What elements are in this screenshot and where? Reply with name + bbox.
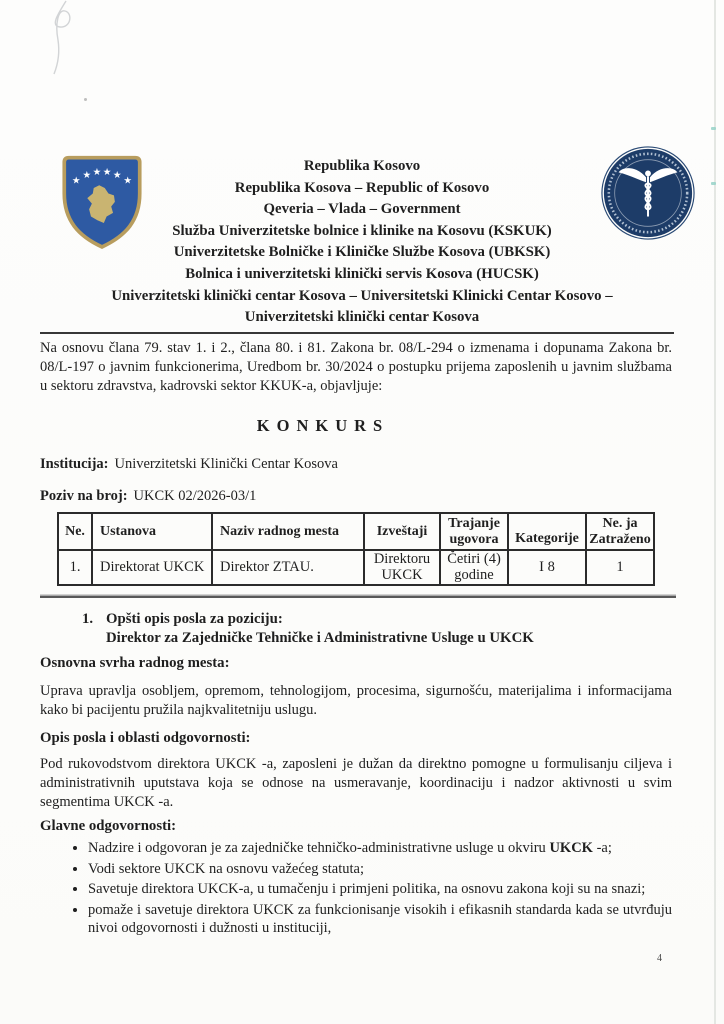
institution-row (40, 456, 338, 473)
header-line: Republika Kosova – Republic of Kosovo (234, 179, 490, 196)
table-header-row (58, 513, 654, 550)
list-item-bold: UKCK (549, 840, 593, 856)
header-line: Univerzitetski klinički centar Kosova (244, 309, 480, 326)
institution-label: Institucija: (40, 456, 109, 472)
scan-tick-artifact (711, 127, 716, 130)
col-header-izvestaji: Izveštaji (364, 513, 440, 550)
header-line: Republika Kosovo (303, 158, 421, 174)
scan-edge-artifact (714, 0, 716, 1024)
svg-text:★: ★ (102, 167, 112, 179)
cell-trajanje: Četiri (4) godine (440, 550, 508, 585)
svg-text:★: ★ (92, 167, 102, 179)
purpose-paragraph: Uprava upravlja osobljem, opremom, tehnologijom, procesima, sigurnošću, materijalima i informacijama kako bi pacijentu pružila najkvalitetniju uslugu. (40, 683, 672, 718)
scan-tick-artifact (711, 182, 716, 185)
list-item (88, 839, 672, 858)
svg-text:★: ★ (82, 169, 92, 181)
list-item-text: -a; (592, 840, 612, 856)
svg-text:★: ★ (123, 175, 133, 187)
cell-ustanova: Direktorat UKCK (92, 550, 212, 585)
col-header-ustanova: Ustanova (92, 513, 212, 550)
responsibilities-heading: Glavne odgovornosti: (40, 818, 177, 834)
list-item-text: Vodi sektore UKCK na osnovu važećeg statuta; (88, 860, 364, 877)
konkurs-title: KONKURS (256, 416, 390, 435)
reference-label: Poziv na broj: (40, 488, 128, 504)
cell-naziv: Direktor ZTAU. (212, 550, 364, 585)
cell-kategorije: I 8 (508, 550, 586, 585)
list-item (88, 901, 672, 938)
cell-zatrazeno: 1 (586, 550, 654, 585)
col-header-ne: Ne. (58, 513, 92, 550)
section-general-heading (82, 610, 534, 648)
section-heading-text: Opšti opis posla za poziciju: (106, 611, 283, 627)
position-title: Direktor za Zajedničke Tehničke i Administrativne Usluge u UKCK (106, 630, 534, 646)
reference-value: UKCK 02/2026-03/1 (133, 488, 257, 504)
government-header (40, 156, 684, 329)
list-item (88, 860, 672, 879)
purpose-heading: Osnovna svrha radnog mesta: (40, 655, 230, 671)
col-header-kategorije: Kategorije (508, 513, 586, 550)
svg-text:★: ★ (71, 175, 81, 187)
description-heading: Opis posla i oblasti odgovornosti: (40, 730, 251, 746)
responsibilities-list (68, 839, 672, 940)
list-item-text: pomaže i savetuje direktora UKCK za funkcionisanje visokih i efikasnih standarda kada se utvrđuju nivoi odgovornosti i dužnosti u instituciji, (88, 901, 672, 937)
header-line: Qeveria – Vlada – Government (263, 201, 461, 218)
scan-speck (84, 98, 87, 101)
table-row (58, 550, 654, 585)
col-header-naziv: Naziv radnog mesta (212, 513, 364, 550)
institution-value: Univerzitetski Klinički Centar Kosova (114, 456, 338, 472)
header-divider (40, 332, 674, 334)
table-bottom-divider (40, 596, 676, 598)
legal-basis-paragraph: Na osnovu člana 79. stav 1. i 2., člana 80. i 81. Zakona br. 08/L-294 o izmenama i dopunama Zakona br. 08/L-197 o javnim funkcionerima, Uredbom br. 30/2024 o postupku prijema zaposlenih u javnim službama u sektoru zdravstva, kadrovski sektor KKUK-a, objavljuje: (40, 340, 672, 394)
col-header-zatrazeno: Ne. ja Zatraženo (586, 513, 654, 550)
header-line: Bolnica i univerzitetski klinički servis Kosova (HUCSK) (185, 265, 539, 282)
pen-mark-icon (22, 0, 92, 78)
reference-number-row (40, 488, 256, 505)
description-paragraph: Pod rukovodstvom direktora UKCK -a, zaposleni je dužan da direktno pomogne u formulisanju ciljeva i administrativnih uputstava koja se odnose na usmeravanje, koordinaciju i nadzor aktivnosti u svim segmentima UKCK -a. (40, 756, 672, 810)
header-line: Univerzitetski klinički centar Kosova – Universitetski Klinicki Centar Kosovo – (111, 287, 613, 304)
cell-ne: 1. (58, 550, 92, 585)
cell-izvestaji: Direktoru UKCK (364, 550, 440, 585)
page-number: 4 (657, 953, 662, 964)
ukck-medical-seal-logo (599, 144, 697, 242)
list-item-text: Savetuje direktora UKCK-a, u tumačenju i primjeni politika, na osnovu zakona koji su na snazi; (88, 881, 646, 898)
col-header-trajanje: Trajanje ugovora (440, 513, 508, 550)
section-number: 1. (82, 611, 94, 627)
svg-text:★: ★ (112, 169, 122, 181)
vacancy-table (57, 512, 655, 586)
list-item (88, 880, 672, 899)
header-line: Univerzitetske Bolničke i Kliničke Službe Kosova (UBKSK) (173, 244, 551, 261)
list-item-text: Nadzire i odgovoran je za zajedničke tehničko-administrativne usluge u okviru (88, 840, 550, 856)
header-line: Služba Univerzitetske bolnice i klinike na Kosovu (KSKUK) (172, 222, 552, 239)
